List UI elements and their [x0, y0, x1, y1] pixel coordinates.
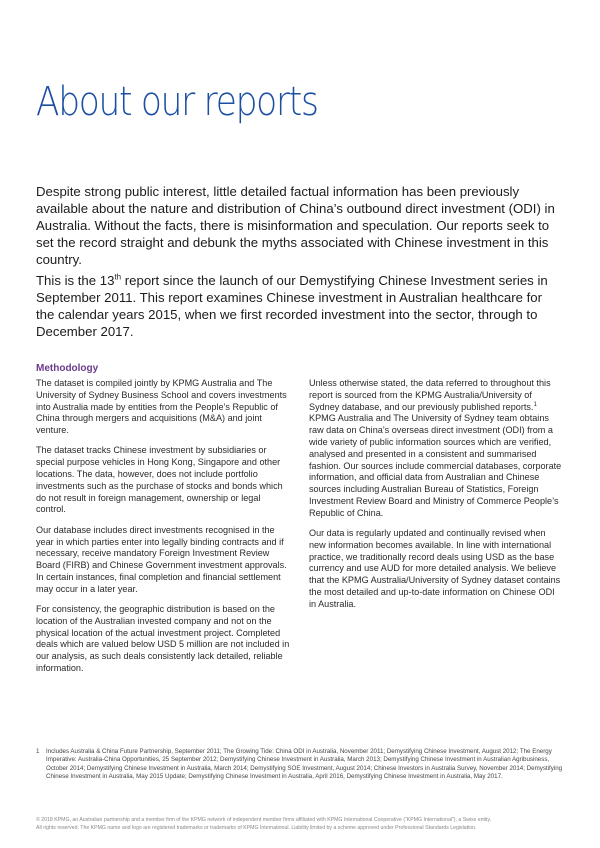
footnote-number: 1: [36, 748, 40, 755]
methodology-paragraph: Our data is regularly updated and continually revised when new information becomes available. In line with international practice, we traditionally record deals using USD as the base currency and use AUD for more detailed analysis. We believe that the KPMG Australia/University of Sydney dataset contains the most detailed and up-to-date information on Chinese ODI in Australia.: [309, 528, 561, 609]
methodology-heading: Methodology: [36, 363, 99, 374]
report-scope-text-end: report since the launch of our Demystifying Chinese Investment series in September 2011. This report examines Chinese investment in Australian healthcare for the calendar years 2015, when we first recorded investment into the sector, through to December 2017.: [36, 273, 548, 339]
methodology-paragraph: For consistency, the geographic distribution is based on the location of the Australian invested company and not on the physical location of the actual investment project. Completed deals which are valued below USD 5 million are not included in our analysis, as such deals consistently lack detailed, reliable information.: [36, 604, 290, 674]
methodology-left-column: [36, 378, 290, 683]
page-title: About our reports: [36, 79, 318, 125]
methodology-paragraph: The dataset is compiled jointly by KPMG Australia and The University of Sydney Business School and covers investments into Australia made by entities from the People’s Republic of China through mergers and acquisitions (M&A) and joint venture.: [36, 378, 287, 436]
methodology-paragraph: [309, 378, 563, 520]
footnote-text: Includes Australia & China Future Partnership, September 2011; The Growing Tide: China ODI in Australia, November 2011; Demystifying Chinese Investment, August 2012; The Energy Imperative: Australia-China Opportunities, 25 September 2012; Demystifying Chinese Investment in Australia, March 2013; Demystifying Chinese Investment in Australian Agribusiness, October 2014; Demystifying Chinese Investment in Australia, March 2014; Demystifying SOE Investment, August 2014; Chinese Investors in Australia Survey, November 2014; Demystifying Chinese Investment in Australia, May 2015 Update; Demystifying Chinese Investment in Australia, April 2016, Demystifying Chinese Investment in Australia, May 2017.: [46, 748, 563, 780]
methodology-right-column: [309, 378, 563, 619]
report-scope-paragraph: [36, 272, 564, 340]
data-source-text-end: KPMG Australia and The University of Sydney team obtains raw data on China’s overseas direct investment (ODI) from a wide variety of public information sources which are verified, analysed and presented in a consistent and summarised fashion. Our sources include commercial databases, corporate information, and official data from Australian and Chinese sources including Australian Bureau of Statistics, Foreign Investment Review Board and Ministry of Commerce People’s Republic of China.: [309, 413, 562, 518]
report-scope-text-start: This is the 13: [36, 273, 115, 288]
methodology-paragraph: Our database includes direct investments recognised in the year in which parties enter into legally binding contracts and if necessary, receive mandatory Foreign Investment Review Board (FIRB) and Chinese Government investment approvals. In certain instances, final completion and financial settlement may occur in a later year.: [36, 524, 287, 594]
ordinal-suffix: th: [114, 272, 122, 282]
copyright-line: © 2018 KPMG, an Australian partnership and a member firm of the KPMG network of independent member firms affiliated with KPMG International Cooperative (“KPMG International”), a Swiss entity.: [36, 817, 492, 823]
footnote: [36, 748, 564, 781]
data-source-text-start: Unless otherwise stated, the data referred to throughout this report is sourced from the KPMG Australia/University of Sydney database, and our previously published reports.: [309, 378, 551, 412]
copyright-notice: [36, 816, 564, 832]
copyright-line: All rights reserved. The KPMG name and logo are registered trademarks or trademarks of KPMG International. Liability limited by a scheme approved under Professional Standards Legislation.: [36, 825, 477, 831]
footnote-ref: 1: [533, 401, 537, 408]
intro-paragraph: Despite strong public interest, little detailed factual information has been previously available about the nature and distribution of China’s outbound direct investment (ODI) in Australia. Without the facts, there is misinformation and speculation. Our reports seek to set the record straight and debunk the myths associated with Chinese investment in this country.: [36, 184, 555, 267]
methodology-paragraph: The dataset tracks Chinese investment by subsidiaries or special purpose vehicles in Hong Kong, Singapore and other locations. The data, however, does not include portfolio investments such as the purchase of stocks and bonds which do not result in foreign management, ownership or legal control.: [36, 445, 283, 515]
